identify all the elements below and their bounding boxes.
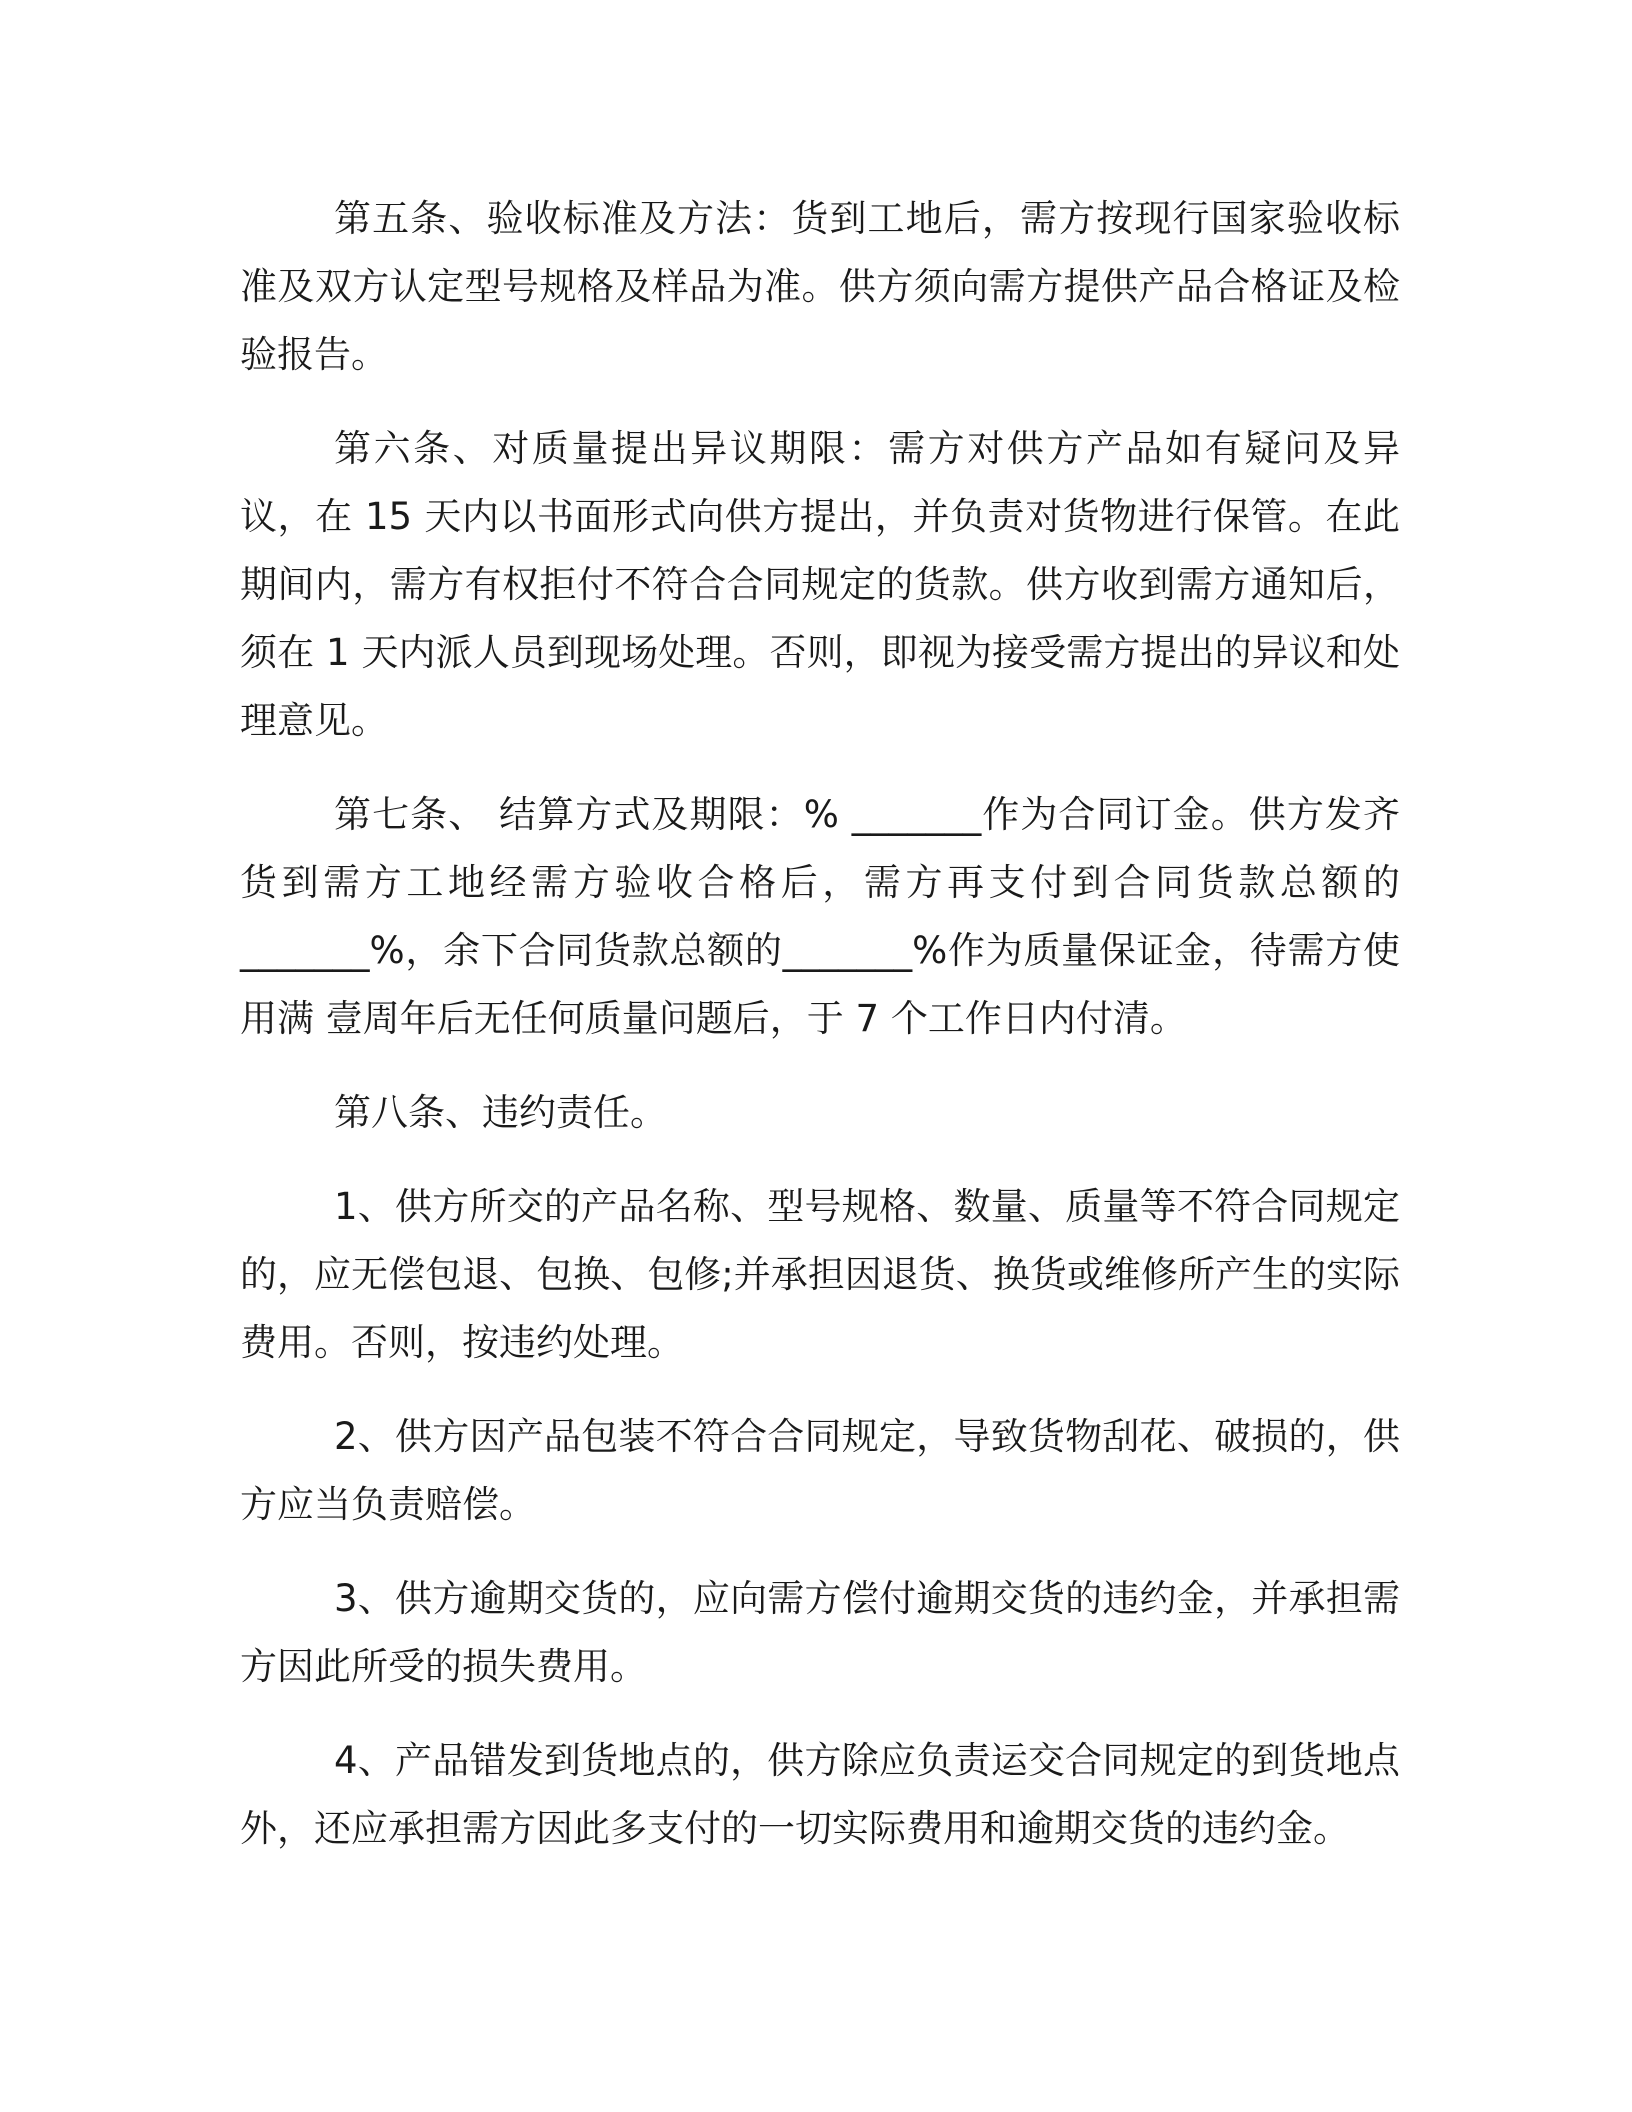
clause-8-item-3: 3、供方逾期交货的，应向需方偿付逾期交货的违约金，并承担需方因此所受的损失费用。 [240,1577,1400,1688]
document-body [240,185,1400,1889]
clause-8-item-4: 4、产品错发到货地点的，供方除应负责运交合同规定的到货地点外，还应承担需方因此多支付的一切实际费用和逾期交货的违约金。 [240,1739,1400,1850]
clause-6-paragraph: 第六条、对质量提出异议期限：需方对供方产品如有疑问及异议，在 15 天内以书面形式向供方提出，并负责对货物进行保管。在此期间内，需方有权拒付不符合合同规定的货款。供方收到需方通知后，须在 1 天内派人员到现场处理。否则，即视为接受需方提出的异议和处理意见。 [240,427,1400,742]
clause-7-paragraph: 第七条、 结算方式及期限：% _______作为合同订金。供方发齐货到需方工地经需方验收合格后，需方再支付到合同货款总额的_______%，余下合同货款总额的_______%作为质量保证金，待需方使用满 壹周年后无任何质量问题后，于 7 个工作日内付清。 [240,793,1400,1040]
clause-8-item-1: 1、供方所交的产品名称、型号规格、数量、质量等不符合同规定的，应无偿包退、包换、包修;并承担因退货、换货或维修所产生的实际费用。否则，按违约处理。 [240,1185,1400,1364]
clause-8-heading: 第八条、违约责任。 [334,1091,667,1134]
clause-8-item-2: 2、供方因产品包装不符合合同规定，导致货物刮花、破损的，供方应当负责赔偿。 [240,1415,1400,1526]
clause-5-paragraph: 第五条、验收标准及方法：货到工地后，需方按现行国家验收标准及双方认定型号规格及样品为准。供方须向需方提供产品合格证及检验报告。 [240,197,1400,376]
